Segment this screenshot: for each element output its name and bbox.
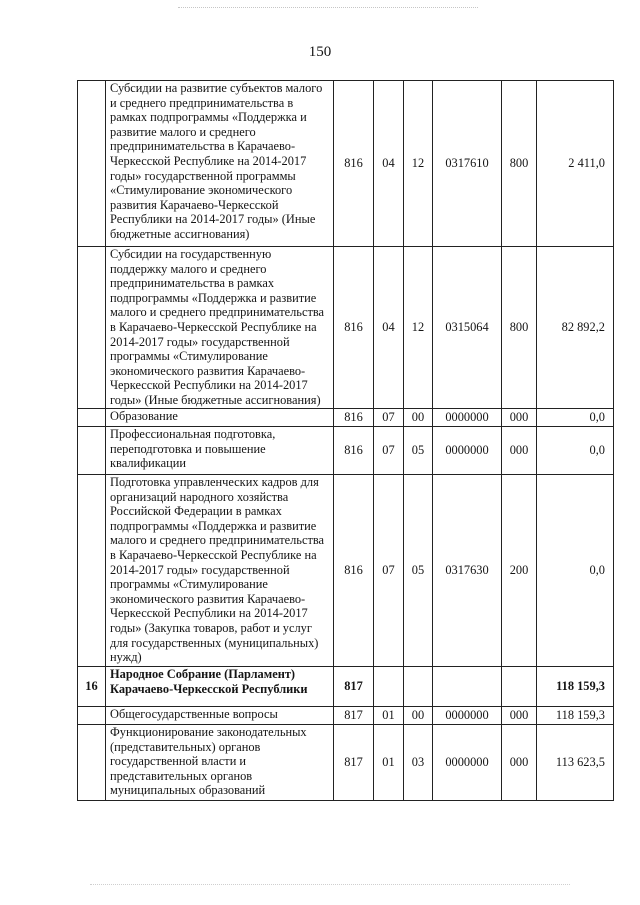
ministry-code: 816	[334, 247, 374, 409]
target-article-code: 0000000	[433, 427, 502, 475]
target-article-code: 0000000	[433, 707, 502, 725]
section-code: 07	[374, 475, 404, 667]
budget-table	[77, 80, 614, 801]
table-row	[78, 475, 614, 667]
row-name: Народное Собрание (Парламент) Карачаево-Черкесской Республики	[106, 667, 334, 707]
expense-type-code: 000	[502, 725, 537, 801]
section-code: 04	[374, 247, 404, 409]
row-number	[78, 707, 106, 725]
row-name: Функционирование законодательных (представительных) органов государственной власти и представительных органов муниципальных образований	[106, 725, 334, 801]
row-number	[78, 81, 106, 247]
table-row	[78, 427, 614, 475]
table-row	[78, 409, 614, 427]
section-code: 07	[374, 409, 404, 427]
ministry-code: 816	[334, 409, 374, 427]
row-number: 16	[78, 667, 106, 707]
row-name: Образование	[106, 409, 334, 427]
expense-type-code	[502, 667, 537, 707]
amount: 2 411,0	[537, 81, 614, 247]
row-name: Подготовка управленческих кадров для организаций народного хозяйства Российской Федерации в рамках подпрограммы «Поддержка и развитие малого и среднего предпринимательства в Карачаево-Черкесской Республике на 2014-2017 годы» государственной программы «Стимулирование экономического развития Карачаево-Черкесской Республики на 2014-2017 годы» (Закупка товаров, работ и услуг для государственных (муниципальных) нужд)	[106, 475, 334, 667]
row-name: Субсидии на государственную поддержку малого и среднего предпринимательства в рамках подпрограммы «Поддержка и развитие малого и среднего предпринимательства в Карачаево-Черкесской Республике на 2014-2017 годы» государственной программы «Стимулирование экономического развития Карачаево-Черкесской Республики на 2014-2017 годы» (Иные бюджетные ассигнования)	[106, 247, 334, 409]
subsection-code: 00	[404, 707, 433, 725]
table-row	[78, 667, 614, 707]
amount: 118 159,3	[537, 667, 614, 707]
target-article-code: 0315064	[433, 247, 502, 409]
target-article-code	[433, 667, 502, 707]
target-article-code: 0000000	[433, 409, 502, 427]
amount: 118 159,3	[537, 707, 614, 725]
row-number	[78, 475, 106, 667]
subsection-code: 00	[404, 409, 433, 427]
expense-type-code: 800	[502, 81, 537, 247]
amount: 0,0	[537, 409, 614, 427]
amount: 0,0	[537, 475, 614, 667]
subsection-code: 03	[404, 725, 433, 801]
page-number: 150	[308, 44, 332, 60]
row-name: Профессиональная подготовка, переподготовка и повышение квалификации	[106, 427, 334, 475]
ministry-code: 816	[334, 475, 374, 667]
amount: 113 623,5	[537, 725, 614, 801]
subsection-code: 12	[404, 247, 433, 409]
row-number	[78, 725, 106, 801]
ministry-code: 817	[334, 667, 374, 707]
table-row	[78, 725, 614, 801]
scan-artifact-top	[178, 7, 478, 8]
row-name: Общегосударственные вопросы	[106, 707, 334, 725]
subsection-code: 12	[404, 81, 433, 247]
subsection-code	[404, 667, 433, 707]
table-row	[78, 81, 614, 247]
target-article-code: 0000000	[433, 725, 502, 801]
amount: 0,0	[537, 427, 614, 475]
section-code: 01	[374, 707, 404, 725]
table-row	[78, 247, 614, 409]
section-code: 07	[374, 427, 404, 475]
target-article-code: 0317610	[433, 81, 502, 247]
amount: 82 892,2	[537, 247, 614, 409]
ministry-code: 816	[334, 81, 374, 247]
expense-type-code: 200	[502, 475, 537, 667]
expense-type-code: 800	[502, 247, 537, 409]
subsection-code: 05	[404, 427, 433, 475]
target-article-code: 0317630	[433, 475, 502, 667]
row-number	[78, 409, 106, 427]
section-code	[374, 667, 404, 707]
ministry-code: 817	[334, 725, 374, 801]
subsection-code: 05	[404, 475, 433, 667]
scan-artifact-bottom	[90, 884, 570, 885]
row-number	[78, 247, 106, 409]
expense-type-code: 000	[502, 707, 537, 725]
row-name: Субсидии на развитие субъектов малого и среднего предпринимательства в рамках подпрограммы «Поддержка и развитие малого и среднего предпринимательства в Карачаево-Черкесской Республике на 2014-2017 годы» государственной программы «Стимулирование экономического развития Карачаево-Черкесской Республики на 2014-2017 годы» (Иные бюджетные ассигнования)	[106, 81, 334, 247]
ministry-code: 817	[334, 707, 374, 725]
section-code: 04	[374, 81, 404, 247]
table-row	[78, 707, 614, 725]
ministry-code: 816	[334, 427, 374, 475]
row-number	[78, 427, 106, 475]
expense-type-code: 000	[502, 409, 537, 427]
expense-type-code: 000	[502, 427, 537, 475]
section-code: 01	[374, 725, 404, 801]
